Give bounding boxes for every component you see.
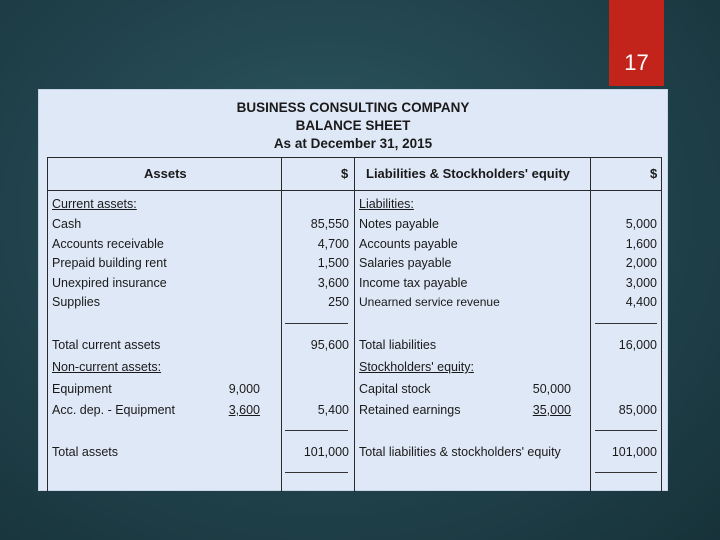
stockholders-equity-heading: Stockholders' equity: xyxy=(359,360,474,374)
equipment-value: 9,000 xyxy=(228,382,260,396)
assets-header: Assets xyxy=(144,166,187,181)
total-assets-value: 101,000 xyxy=(303,445,349,459)
current-assets-heading: Current assets: xyxy=(52,197,137,211)
asset-label: Unexpired insurance xyxy=(52,276,167,290)
subtotal-rule xyxy=(285,430,348,431)
liabilities-heading: Liabilities: xyxy=(359,197,414,211)
liability-value: 5,000 xyxy=(625,217,657,231)
liability-label: Income tax payable xyxy=(359,276,468,290)
grand-total-label: Total liabilities & stockholders' equity xyxy=(359,445,561,459)
balance-sheet xyxy=(38,89,668,491)
equipment-label: Equipment xyxy=(52,382,112,396)
total-liabilities-value: 16,000 xyxy=(618,338,657,352)
capital-stock-label: Capital stock xyxy=(359,382,431,396)
column-divider xyxy=(590,157,591,492)
slide-number: 17 xyxy=(624,50,649,75)
assets-unit-header: $ xyxy=(341,166,349,181)
liability-value: 3,000 xyxy=(625,276,657,290)
liability-label: Accounts payable xyxy=(359,237,458,251)
subtotal-rule xyxy=(285,323,348,324)
net-equipment-value: 5,400 xyxy=(317,403,349,417)
subtotal-rule xyxy=(595,430,657,431)
retained-earnings-label: Retained earnings xyxy=(359,403,461,417)
grand-total-value: 101,000 xyxy=(611,445,657,459)
asset-label: Cash xyxy=(52,217,82,231)
slide-number-tab xyxy=(609,0,664,86)
total-rule xyxy=(595,472,657,473)
liability-label: Notes payable xyxy=(359,217,439,231)
retained-earnings-value: 35,000 xyxy=(532,403,571,417)
asset-value: 4,700 xyxy=(317,237,349,251)
column-divider xyxy=(281,157,282,492)
asset-value: 250 xyxy=(328,295,349,309)
capital-stock-value: 50,000 xyxy=(532,382,571,396)
table-right-border xyxy=(661,157,662,492)
liability-label: Salaries payable xyxy=(359,256,452,270)
asset-label: Prepaid building rent xyxy=(52,256,167,270)
acc-dep-label: Acc. dep. - Equipment xyxy=(52,403,175,417)
column-divider xyxy=(354,157,355,492)
acc-dep-value: 3,600 xyxy=(228,403,260,417)
noncurrent-assets-heading: Non-current assets: xyxy=(52,360,162,374)
total-current-assets-value: 95,600 xyxy=(310,338,349,352)
table-left-border xyxy=(47,157,48,492)
liability-value: 4,400 xyxy=(625,295,657,309)
asset-label: Accounts receivable xyxy=(52,237,164,251)
equity-total-value: 85,000 xyxy=(618,403,657,417)
subtotal-rule xyxy=(595,323,657,324)
liability-value: 2,000 xyxy=(625,256,657,270)
liability-label: Unearned service revenue xyxy=(359,295,500,309)
liabilities-header: Liabilities & Stockholders' equity xyxy=(366,166,570,181)
total-current-assets-label: Total current assets xyxy=(52,338,161,352)
asset-value: 85,550 xyxy=(310,217,349,231)
statement-title: BALANCE SHEET xyxy=(295,118,411,133)
liability-value: 1,600 xyxy=(625,237,657,251)
total-liabilities-label: Total liabilities xyxy=(359,338,437,352)
statement-date: As at December 31, 2015 xyxy=(273,136,433,151)
total-assets-label: Total assets xyxy=(52,445,119,459)
liabilities-unit-header: $ xyxy=(650,166,658,181)
asset-value: 3,600 xyxy=(317,276,349,290)
asset-label: Supplies xyxy=(52,295,100,309)
company-name: BUSINESS CONSULTING COMPANY xyxy=(236,100,470,115)
total-rule xyxy=(285,472,348,473)
asset-value: 1,500 xyxy=(317,256,349,270)
